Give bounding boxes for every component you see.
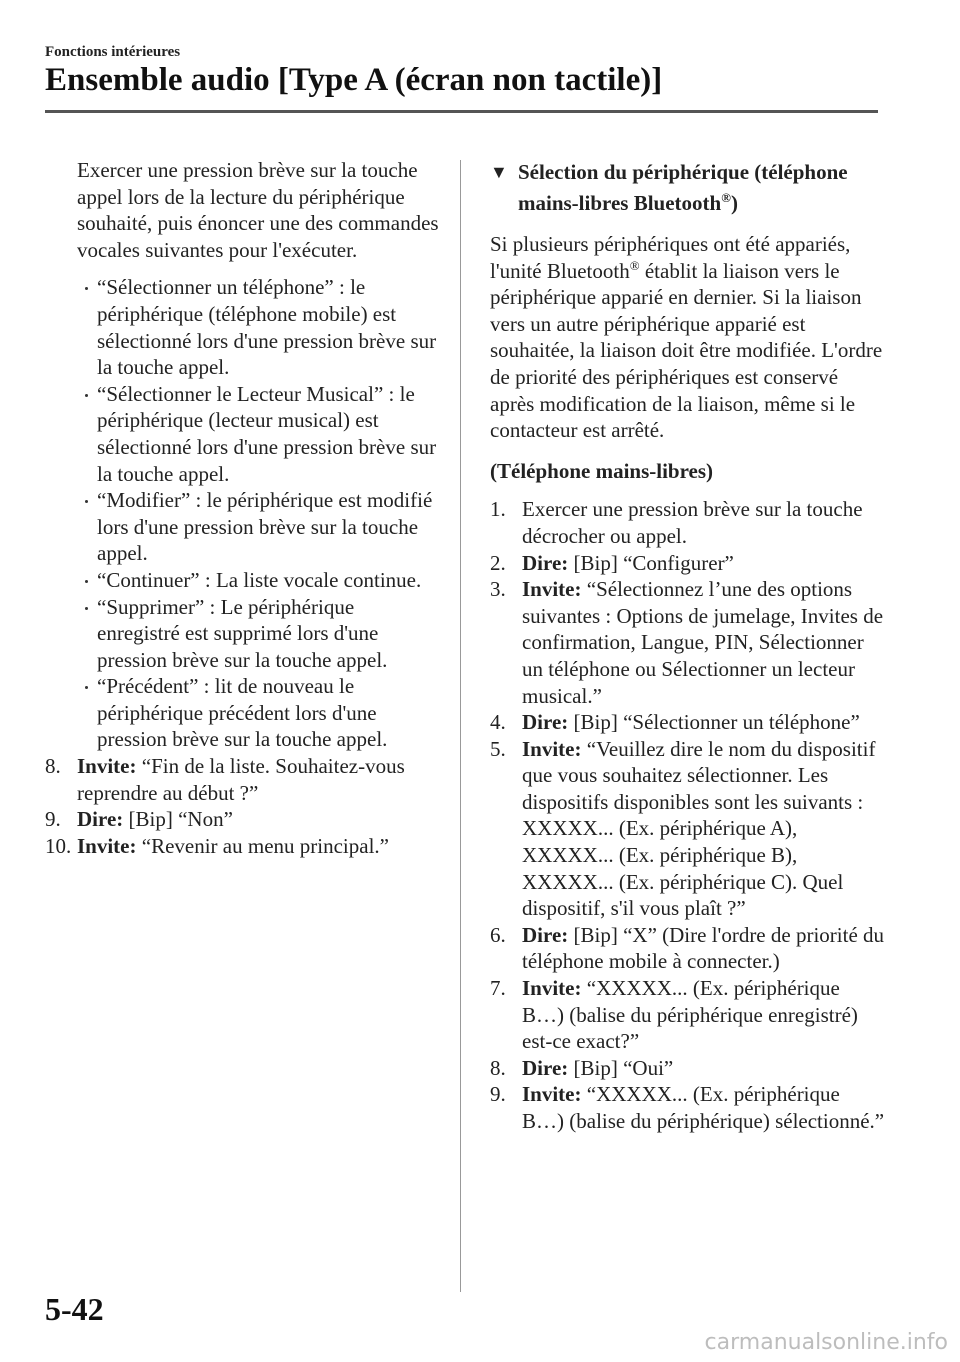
intro-paragraph bbox=[490, 231, 885, 444]
step-label: Dire: bbox=[77, 807, 124, 832]
bullet-icon bbox=[85, 287, 88, 290]
step-label: Invite: bbox=[77, 833, 137, 858]
step-item bbox=[45, 753, 440, 806]
right-column bbox=[490, 157, 885, 1135]
step-item bbox=[490, 576, 885, 709]
step-number: 1. bbox=[490, 497, 506, 522]
left-column bbox=[45, 157, 440, 859]
bullet-icon bbox=[85, 686, 88, 689]
step-text: “XXXXX... (Ex. périphérique B…) (balise du périphérique enregistré) est-ce exact?” bbox=[522, 976, 858, 1054]
registered-mark: ® bbox=[721, 190, 731, 205]
step-text: “XXXXX... (Ex. périphérique B…) (balise du périphérique) sélectionné.” bbox=[522, 1082, 885, 1133]
step-label: Dire: bbox=[522, 1055, 569, 1080]
command-text: “Continuer” : La liste vocale continue. bbox=[97, 567, 422, 592]
step-item bbox=[490, 922, 885, 975]
step-number: 9. bbox=[45, 807, 61, 832]
step-item bbox=[490, 496, 885, 549]
step-item bbox=[490, 709, 885, 736]
step-label: Dire: bbox=[522, 550, 569, 575]
command-text: “Sélectionner le Lecteur Musical” : le périphérique (lecteur musical) est sélectionné lors d'une pression brève sur la touche appel. bbox=[97, 381, 437, 486]
step-text: “Veuillez dire le nom du dispositif que vous souhaitez sélectionner. Les dispositifs disponibles sont les suivants : XXXXX... (Ex. périphérique A), XXXXX... (Ex. périphérique B), XXXXX... (Ex. périphérique C). Quel dispositif, s'il vous plaît ?” bbox=[522, 736, 876, 921]
step-label: Dire: bbox=[522, 922, 569, 947]
step-item bbox=[45, 833, 440, 860]
watermark: carmanualsonline.info bbox=[704, 1330, 948, 1355]
command-item bbox=[45, 594, 440, 674]
subheading: (Téléphone mains-libres) bbox=[490, 458, 714, 483]
title-rule bbox=[45, 110, 878, 113]
right-steps bbox=[490, 496, 885, 1134]
step-text: “Revenir au menu principal.” bbox=[136, 833, 389, 858]
step-text: Exercer une pression brève sur la touche décrocher ou appel. bbox=[522, 497, 863, 548]
paragraph-end: établit la liaison vers le périphérique apparié en dernier. Si la liaison vers un autre périphérique apparié est souhaitée, la liaison doit être modifiée. L'ordre de priorité des périphériques est conservé après modification de la liaison, même si le contacteur est arrêté. bbox=[490, 258, 883, 443]
command-text: “Sélectionner un téléphone” : le périphérique (téléphone mobile) est sélectionné lors d'une pression brève sur la touche appel. bbox=[97, 275, 437, 380]
step-number: 5. bbox=[490, 736, 506, 761]
step-text: “Fin de la liste. Souhaitez-vous reprendre au début ?” bbox=[77, 754, 405, 805]
step-label: Invite: bbox=[522, 577, 582, 602]
command-item bbox=[45, 673, 440, 753]
step-text: [Bip] “Configurer” bbox=[568, 550, 734, 575]
command-item bbox=[45, 274, 440, 380]
step-label: Invite: bbox=[522, 736, 582, 761]
page-number: 5-42 bbox=[45, 1291, 104, 1327]
step-number: 7. bbox=[490, 976, 506, 1001]
column-divider bbox=[460, 160, 461, 1292]
step-number: 3. bbox=[490, 577, 506, 602]
step-number: 4. bbox=[490, 710, 506, 735]
command-item bbox=[45, 381, 440, 487]
triangle-down-icon: ▼ bbox=[490, 162, 508, 182]
step-number: 10. bbox=[45, 833, 72, 858]
bullet-icon bbox=[85, 500, 88, 503]
step-label: Invite: bbox=[522, 976, 582, 1001]
registered-mark: ® bbox=[629, 257, 640, 273]
paragraph-start: Si plusieurs périphériques ont été appariés, l'unité Bluetooth bbox=[490, 232, 851, 283]
step-number: 8. bbox=[45, 754, 61, 779]
section-heading bbox=[490, 157, 885, 219]
bullet-icon bbox=[85, 580, 88, 583]
step-label: Invite: bbox=[77, 754, 137, 779]
step-item bbox=[490, 550, 885, 577]
step-number: 9. bbox=[490, 1082, 506, 1107]
step-number: 6. bbox=[490, 922, 506, 947]
bullet-icon bbox=[85, 394, 88, 397]
step-item bbox=[490, 975, 885, 1055]
command-list bbox=[45, 274, 440, 753]
command-item bbox=[45, 487, 440, 567]
page-title: Ensemble audio [Type A (écran non tactile)] bbox=[45, 62, 663, 98]
command-text: “Modifier” : le périphérique est modifié lors d'une pression brève sur la touche appel. bbox=[97, 488, 433, 566]
step-item bbox=[490, 1081, 885, 1134]
step-label: Dire: bbox=[522, 710, 569, 735]
heading-close: ) bbox=[730, 191, 738, 215]
step-number: 8. bbox=[490, 1055, 506, 1080]
step-text: [Bip] “Sélectionner un téléphone” bbox=[568, 710, 860, 735]
left-steps bbox=[45, 753, 440, 859]
step-text: “Sélectionnez l’une des options suivantes : Options de jumelage, Invites de confirmation, Langue, PIN, Sélectionner un téléphone ou Sélectionner un lecteur musical.” bbox=[522, 577, 884, 708]
step-item bbox=[490, 736, 885, 922]
section-label: Fonctions intérieures bbox=[45, 44, 181, 60]
intro-paragraph: Exercer une pression brève sur la touche appel lors de la lecture du périphérique souhaité, puis énoncer une des commandes vocales suivantes pour l'exécuter. bbox=[77, 158, 439, 262]
step-text: [Bip] “Non” bbox=[123, 807, 233, 832]
step-item bbox=[490, 1055, 885, 1082]
step-text: [Bip] “X” (Dire l'ordre de priorité du téléphone mobile à connecter.) bbox=[522, 922, 885, 974]
step-number: 2. bbox=[490, 550, 506, 575]
step-item bbox=[45, 806, 440, 833]
step-label: Invite: bbox=[522, 1082, 582, 1107]
command-text: “Précédent” : lit de nouveau le périphérique précédent lors d'une pression brève sur la touche appel. bbox=[97, 674, 388, 752]
step-text: [Bip] “Oui” bbox=[568, 1055, 674, 1080]
command-text: “Supprimer” : Le périphérique enregistré est supprimé lors d'une pression brève sur la touche appel. bbox=[97, 594, 388, 672]
heading-text: Sélection du périphérique (téléphone mains-libres Bluetooth bbox=[518, 160, 848, 215]
bullet-icon bbox=[85, 607, 88, 610]
command-item bbox=[45, 567, 440, 594]
